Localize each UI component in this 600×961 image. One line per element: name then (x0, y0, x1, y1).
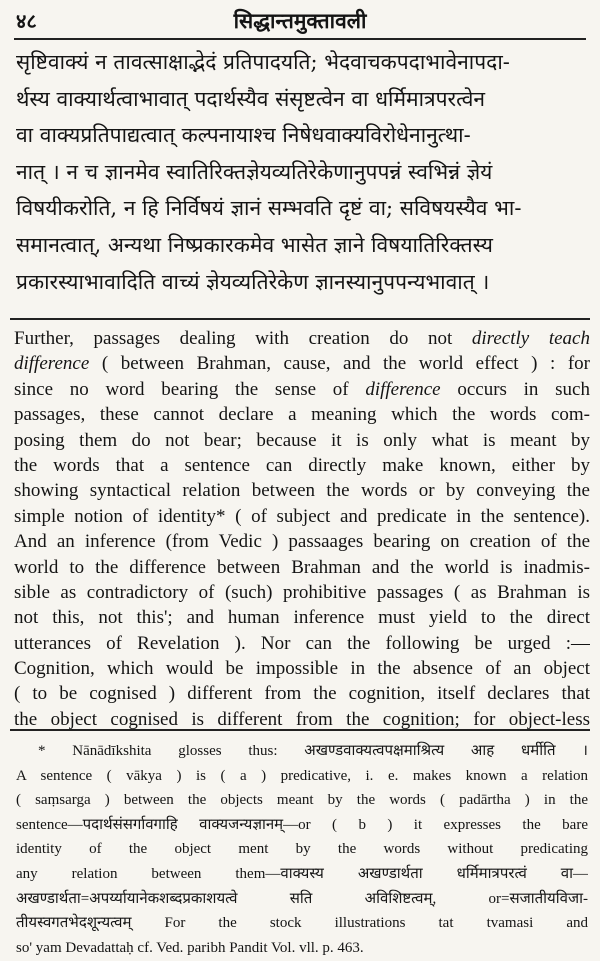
sanskrit-line: विषयीकरोति, न हि निर्विषयं ज्ञानं सम्भवति दृष्टं वा; सविषयस्यैव भा- (16, 196, 522, 221)
sanskrit-line: नात् । न च ज्ञानमेव स्वातिरिक्तज्ञेयव्यतिरेकेणानुपपन्नं स्वभिन्नं ज्ञेयं (16, 159, 493, 184)
running-title: सिद्धान्तमुक्तावली (233, 8, 367, 33)
translation-line: the object cognised is different from the cognition; for object-less (14, 708, 590, 730)
footnote-line: any relation between them—वाक्यस्य अखण्डार्थता धर्मिमात्रपरत्वं वा— (16, 865, 588, 882)
sanskrit-line: सृष्टिवाक्यं न तावत्साक्षाद्भेदं प्रतिपादयति; भेदवाचकपदाभावेनापदा- (16, 50, 510, 74)
translation-line: Further, passages dealing with creation do not directly teach (14, 328, 590, 349)
translation-line: since no word bearing the sense of difference occurs in such (14, 378, 590, 400)
translation-line: utterances of Revelation ). Nor can the following be urged :— (14, 632, 590, 654)
footnote-line: अखण्डार्थता=अपर्य्यायानेकशब्दप्रकाशयत्वे सति अविशिष्टत्वम्, or=सजातीयविजा- (16, 890, 588, 907)
translation-line: showing syntactical relation between the words or by conveying the (14, 480, 590, 502)
footnote-line: sentence—पदार्थसंसर्गावगाहि वाक्यजन्यज्ञानम्—or ( b ) it expresses the bare (16, 816, 588, 833)
translation-line: not this, not this'; and human inference must yield to the direct (14, 607, 590, 629)
footnote-line: * Nānādīkshita glosses thus: अखण्डवाक्यत्वपक्षमाश्रित्य आह धर्मीति । (38, 743, 588, 759)
translation-line: the words that a sentence can directly make known, either by (14, 454, 590, 476)
translation-line: simple notion of identity* ( of subject and predicate in the sentence). (14, 505, 590, 527)
section-divider (10, 318, 590, 320)
sanskrit-text (16, 44, 586, 300)
translation-line: posing them do not bear; because it is only what is meant by (14, 429, 590, 451)
translation-line: sible as contradictory of (such) prohibitive passages ( as Brahman is (14, 581, 590, 603)
footnote-divider (10, 729, 590, 731)
footnote (16, 739, 588, 960)
sanskrit-line: र्थस्य वाक्यार्थत्वाभावात् पदार्थस्यैव संसृष्टत्वेन वा धर्मिमात्रपरत्वेन (16, 86, 486, 111)
translation-line: difference ( between Brahman, cause, and the world effect ) : for (14, 353, 590, 375)
footnote-line: A sentence ( vākya ) is ( a ) predicative, i. e. makes known a relation (16, 767, 588, 784)
page-header (14, 6, 586, 40)
footnote-line: ( saṃsarga ) between the objects meant by the words ( padārtha ) in the (16, 792, 588, 809)
sanskrit-line: प्रकारस्याभावादिति वाच्यं ज्ञेयव्यतिरेकेण ज्ञानस्यानुपपन्यभावात् । (16, 269, 490, 294)
footnote-line: identity of the object ment by the words without predicating (16, 841, 588, 858)
translation-line: And an inference (from Vedic ) passaages bearing on creation of the (14, 531, 590, 553)
footnote-line: तीयस्वगतभेदशून्यत्वम् For the stock illustrations tat tvamasi and (16, 915, 588, 932)
translation-line: ( to be cognised ) different from the cognition, itself declares that (14, 683, 590, 705)
english-translation (14, 326, 590, 732)
sanskrit-line: समानत्वात्, अन्यथा निष्प्रकारकमेव भासेत ज्ञाने विषयातिरिक्तस्य (16, 232, 493, 257)
page-number: ४८ (16, 9, 37, 33)
translation-line: Cognition, which would be impossible in the absence of an object (14, 658, 590, 680)
sanskrit-line: वा वाक्यप्रतिपाद्यत्वात् कल्पनायाश्च निषेधवाक्यविरोधेनानुत्था- (16, 123, 471, 148)
translation-line: world to the difference between Brahman and the world is inadmis- (14, 556, 590, 578)
footnote-line: so' yam Devadattaḥ cf. Ved. paribh Pandit Vol. vll. p. 463. (16, 939, 364, 956)
translation-line: passages, these cannot declare a meaning which the words com- (14, 404, 590, 426)
